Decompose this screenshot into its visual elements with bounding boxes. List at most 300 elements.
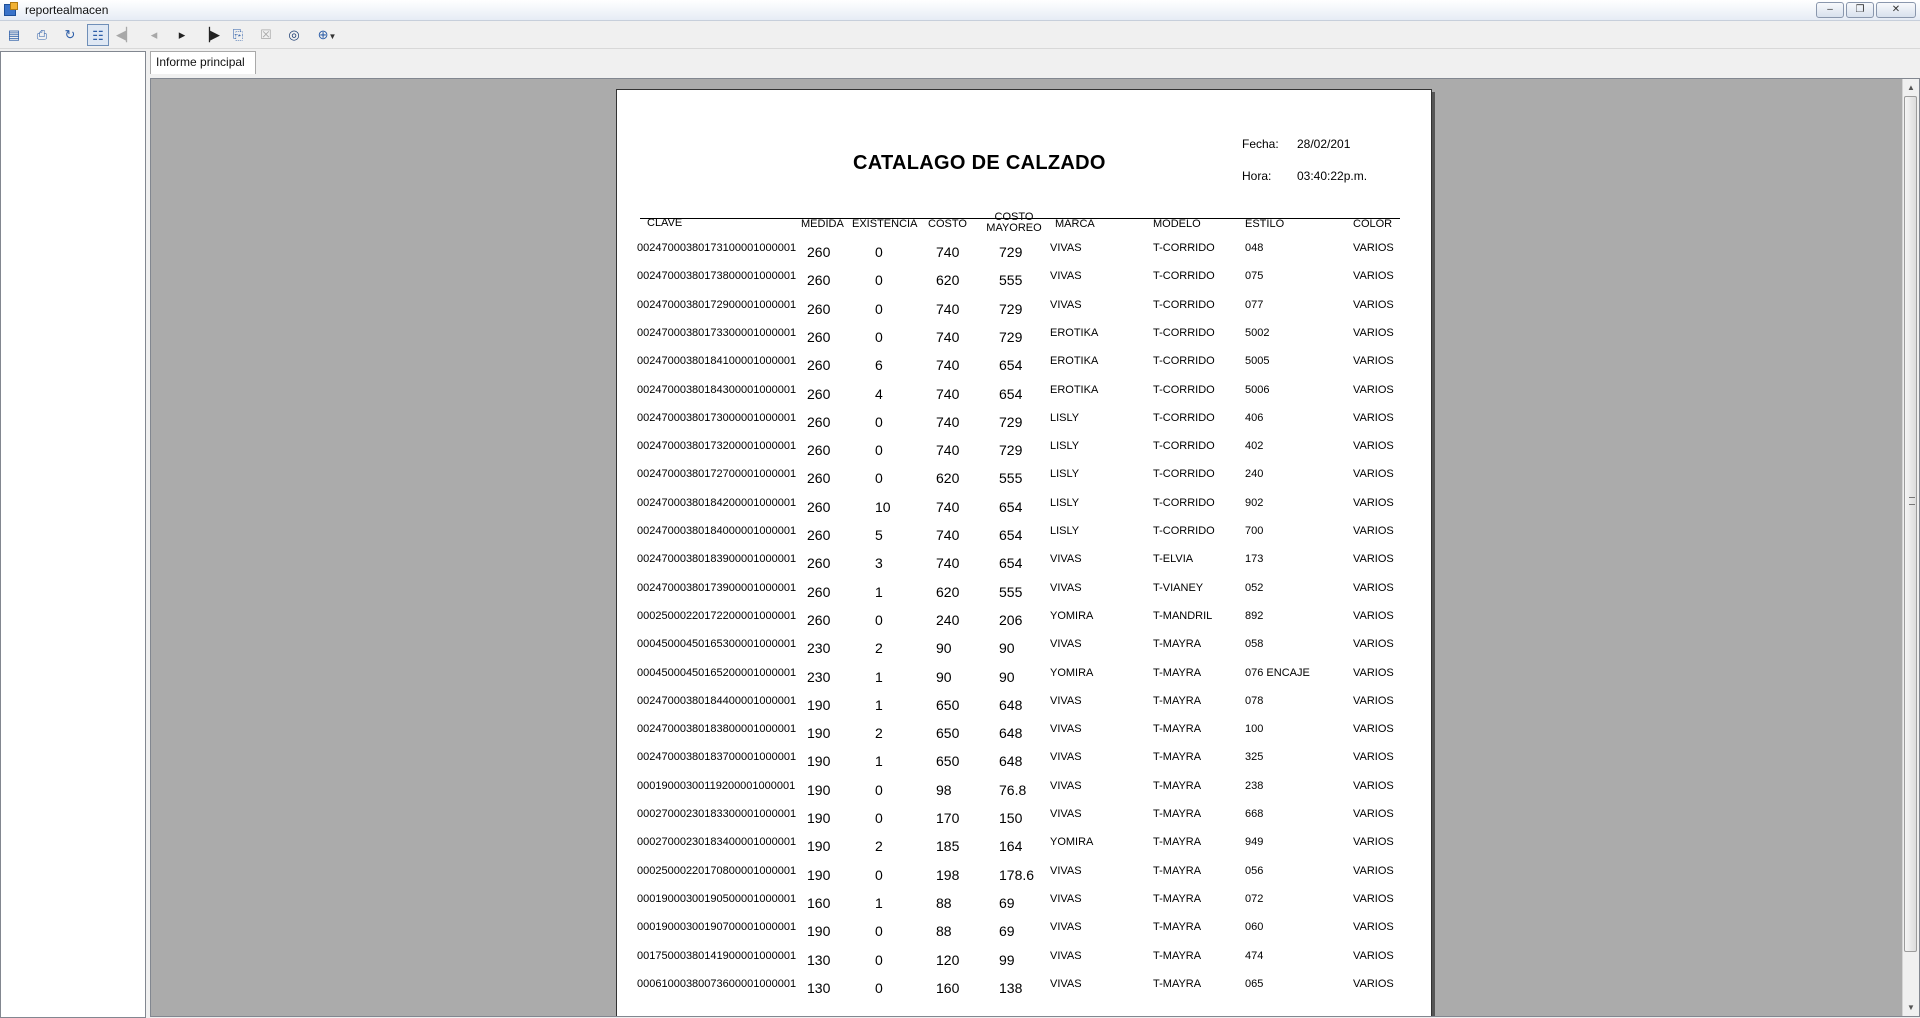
cell-clave: 00247000380184400001000001 xyxy=(637,694,797,707)
cell-clave: 00061000380073600001000001 xyxy=(637,977,797,990)
cell-marca: VIVAS xyxy=(1050,892,1082,905)
cell-estilo: 668 xyxy=(1245,808,1264,820)
cell-costo: 740 xyxy=(936,442,960,459)
report-page xyxy=(616,89,1432,1017)
title-bar xyxy=(0,0,1920,21)
cell-color: VARIOS xyxy=(1353,836,1394,849)
cell-costo-mayoreo: 555 xyxy=(999,272,1023,289)
cell-costo: 88 xyxy=(936,923,952,940)
cell-marca: YOMIRA xyxy=(1050,836,1094,849)
cell-marca: LISLY xyxy=(1050,468,1080,481)
cell-costo: 160 xyxy=(936,979,960,996)
cell-medida: 190 xyxy=(807,781,831,798)
cell-existencia: 1 xyxy=(875,894,883,911)
table-row xyxy=(617,834,1433,862)
table-row xyxy=(617,806,1433,834)
cell-modelo: T-MAYRA xyxy=(1153,723,1202,736)
cell-existencia: 0 xyxy=(875,951,883,968)
cell-color: VARIOS xyxy=(1353,553,1394,566)
cell-marca: LISLY xyxy=(1050,440,1080,453)
cell-existencia: 0 xyxy=(875,470,883,487)
table-row xyxy=(617,410,1433,438)
scrollbar-thumb[interactable] xyxy=(1904,96,1917,952)
table-row xyxy=(617,268,1433,296)
cell-costo-mayoreo: 90 xyxy=(999,668,1015,685)
cell-costo: 740 xyxy=(936,555,960,572)
cell-marca: VIVAS xyxy=(1050,864,1082,877)
table-row xyxy=(617,636,1433,664)
stop-icon[interactable]: ☒ xyxy=(260,27,272,42)
cell-costo-mayoreo: 99 xyxy=(999,951,1015,968)
document-map-panel[interactable] xyxy=(0,51,146,1018)
cell-color: VARIOS xyxy=(1353,355,1394,368)
cell-estilo: 949 xyxy=(1245,836,1264,849)
header-marca: MARCA xyxy=(1055,218,1095,230)
cell-costo-mayoreo: 654 xyxy=(999,555,1023,572)
cell-modelo: T-MAYRA xyxy=(1153,751,1202,764)
cell-clave: 00247000380173000001000001 xyxy=(637,411,797,424)
cell-medida: 130 xyxy=(807,979,831,996)
cell-color: VARIOS xyxy=(1353,581,1394,594)
cell-estilo: 5002 xyxy=(1245,326,1270,339)
cell-medida: 260 xyxy=(807,385,831,402)
cell-medida: 260 xyxy=(807,300,831,317)
print-icon[interactable]: ⎙ xyxy=(36,27,48,42)
window-controls xyxy=(1816,2,1916,18)
cell-clave: 00247000380183700001000001 xyxy=(637,751,797,764)
cell-estilo: 892 xyxy=(1245,609,1264,622)
cell-medida: 160 xyxy=(807,894,831,911)
cell-marca: VIVAS xyxy=(1050,808,1082,820)
cell-costo: 240 xyxy=(936,611,960,628)
cell-color: VARIOS xyxy=(1353,242,1394,254)
window-title: reportealmacen xyxy=(25,3,109,17)
cell-costo-mayoreo: 729 xyxy=(999,413,1023,430)
cell-modelo: T-MAYRA xyxy=(1153,808,1202,820)
cell-color: VARIOS xyxy=(1353,694,1394,707)
table-row xyxy=(617,495,1433,523)
cell-costo-mayoreo: 178.6 xyxy=(999,866,1035,883)
cell-clave: 00019000300119200001000001 xyxy=(637,779,796,792)
cell-costo-mayoreo: 206 xyxy=(999,611,1023,628)
cell-color: VARIOS xyxy=(1353,892,1394,905)
cell-existencia: 2 xyxy=(875,725,883,742)
cell-estilo: 402 xyxy=(1245,440,1264,453)
cell-color: VARIOS xyxy=(1353,496,1394,509)
cell-estilo: 056 xyxy=(1245,864,1264,877)
cell-costo-mayoreo: 729 xyxy=(999,300,1023,317)
cell-modelo: T-MANDRIL xyxy=(1153,609,1213,622)
cell-medida: 230 xyxy=(807,668,831,685)
cell-existencia: 2 xyxy=(875,640,883,657)
cell-clave: 00019000300190700001000001 xyxy=(637,921,797,934)
next-page-icon[interactable]: ▸ xyxy=(178,27,186,42)
cell-clave: 00025000220172200001000001 xyxy=(637,609,797,622)
cell-existencia: 0 xyxy=(875,810,883,826)
cell-costo: 90 xyxy=(936,668,952,685)
cell-medida: 130 xyxy=(807,951,831,968)
cell-clave: 00247000380172700001000001 xyxy=(637,468,797,481)
prev-page-icon[interactable]: ◂ xyxy=(150,27,158,42)
cell-clave: 00025000220170800001000001 xyxy=(637,864,797,877)
cell-medida: 260 xyxy=(807,498,831,515)
cell-costo: 198 xyxy=(936,866,960,883)
cell-existencia: 6 xyxy=(875,357,883,374)
cell-costo: 740 xyxy=(936,527,960,543)
cell-existencia: 3 xyxy=(875,555,883,572)
table-row xyxy=(617,353,1433,381)
table-row xyxy=(617,891,1433,919)
cell-existencia: 0 xyxy=(875,781,883,798)
cell-estilo: 700 xyxy=(1245,525,1264,537)
cell-estilo: 075 xyxy=(1245,270,1264,283)
cell-estilo: 902 xyxy=(1245,496,1264,509)
table-row xyxy=(617,580,1433,608)
table-row xyxy=(617,919,1433,947)
cell-estilo: 077 xyxy=(1245,298,1264,311)
cell-medida: 260 xyxy=(807,272,831,289)
cell-existencia: 0 xyxy=(875,866,883,883)
cell-costo-mayoreo: 90 xyxy=(999,640,1015,657)
cell-existencia: 1 xyxy=(875,753,883,770)
cell-modelo: T-CORRIDO xyxy=(1153,440,1215,453)
cell-estilo: 5006 xyxy=(1245,383,1270,396)
cell-modelo: T-MAYRA xyxy=(1153,666,1202,679)
report-title: CATALAGO DE CALZADO xyxy=(853,152,1106,174)
cell-clave: 00247000380184300001000001 xyxy=(637,383,797,396)
cell-costo-mayoreo: 729 xyxy=(999,442,1023,459)
refresh-icon[interactable]: ↻ xyxy=(64,27,76,42)
cell-clave: 00247000380184200001000001 xyxy=(637,496,797,509)
cell-costo: 740 xyxy=(936,300,960,317)
cell-costo: 650 xyxy=(936,753,960,770)
cell-estilo: 100 xyxy=(1245,723,1264,736)
table-row xyxy=(617,551,1433,579)
cell-marca: VIVAS xyxy=(1050,723,1082,736)
cell-existencia: 10 xyxy=(875,498,891,515)
cell-modelo: T-CORRIDO xyxy=(1153,298,1215,311)
chevron-down-icon: ▼ xyxy=(328,32,337,41)
cell-marca: EROTIKA xyxy=(1050,383,1099,396)
find-icon[interactable]: ◎ xyxy=(288,27,300,42)
cell-color: VARIOS xyxy=(1353,723,1394,736)
table-row xyxy=(617,665,1433,693)
cell-marca: VIVAS xyxy=(1050,638,1082,651)
cell-clave: 00247000380173200001000001 xyxy=(637,440,797,453)
cell-estilo: 240 xyxy=(1245,468,1264,481)
cell-existencia: 0 xyxy=(875,442,883,459)
cell-clave: 00247000380172900001000001 xyxy=(637,298,797,311)
cell-modelo: T-MAYRA xyxy=(1153,949,1202,962)
first-page-icon[interactable]: ◀▏ xyxy=(116,27,136,42)
cell-existencia: 0 xyxy=(875,413,883,430)
cell-marca: YOMIRA xyxy=(1050,666,1094,679)
doc-map-icon[interactable]: ▤ xyxy=(7,27,21,42)
cell-color: VARIOS xyxy=(1353,383,1394,396)
cell-color: VARIOS xyxy=(1353,638,1394,651)
cell-modelo: T-MAYRA xyxy=(1153,892,1202,905)
cell-modelo: T-MAYRA xyxy=(1153,694,1202,707)
cell-modelo: T-CORRIDO xyxy=(1153,496,1215,509)
cell-color: VARIOS xyxy=(1353,977,1394,990)
cell-costo-mayoreo: 648 xyxy=(999,725,1023,742)
header-costo-mayoreo xyxy=(984,212,1044,234)
header-existencia: EXISTENCIA xyxy=(852,218,918,230)
cell-modelo: T-MAYRA xyxy=(1153,638,1202,651)
cell-color: VARIOS xyxy=(1353,779,1394,792)
cell-costo: 170 xyxy=(936,810,960,826)
header-modelo: MODELO xyxy=(1153,218,1201,230)
cell-estilo: 072 xyxy=(1245,892,1264,905)
cell-costo: 90 xyxy=(936,640,952,657)
report-toolbar xyxy=(0,21,1920,49)
cell-costo: 740 xyxy=(936,357,960,374)
cell-marca: LISLY xyxy=(1050,496,1080,509)
cell-clave: 00019000300190500001000001 xyxy=(637,892,797,905)
cell-color: VARIOS xyxy=(1353,666,1394,679)
cell-estilo: 474 xyxy=(1245,949,1264,962)
cell-costo-mayoreo: 138 xyxy=(999,979,1023,996)
table-row xyxy=(617,693,1433,721)
cell-marca: VIVAS xyxy=(1050,298,1082,311)
cell-color: VARIOS xyxy=(1353,808,1394,820)
cell-costo: 650 xyxy=(936,725,960,742)
header-costo: COSTO xyxy=(928,218,967,230)
cell-modelo: T-CORRIDO xyxy=(1153,242,1215,254)
cell-existencia: 0 xyxy=(875,244,883,260)
app-icon xyxy=(4,4,16,16)
report-viewer[interactable] xyxy=(150,78,1920,1017)
cell-marca: VIVAS xyxy=(1050,242,1082,254)
cell-estilo: 173 xyxy=(1245,553,1264,566)
cell-costo-mayoreo: 555 xyxy=(999,470,1023,487)
cell-marca: VIVAS xyxy=(1050,581,1082,594)
table-row xyxy=(617,438,1433,466)
cell-medida: 260 xyxy=(807,442,831,459)
cell-marca: EROTIKA xyxy=(1050,355,1099,368)
cell-clave: 00045000450165200001000001 xyxy=(637,666,797,679)
vertical-scrollbar[interactable] xyxy=(1902,79,1919,1016)
cell-medida: 260 xyxy=(807,413,831,430)
cell-clave: 00247000380183900001000001 xyxy=(637,553,797,566)
cell-estilo: 325 xyxy=(1245,751,1264,764)
hora-value: 03:40:22p.m. xyxy=(1297,169,1368,183)
cell-costo-mayoreo: 654 xyxy=(999,385,1023,402)
cell-costo: 185 xyxy=(936,838,960,855)
tab-informe-principal[interactable]: Informe principal xyxy=(150,51,256,74)
cell-modelo: T-MAYRA xyxy=(1153,864,1202,877)
cell-estilo: 052 xyxy=(1245,581,1264,594)
cell-color: VARIOS xyxy=(1353,751,1394,764)
cell-marca: VIVAS xyxy=(1050,694,1082,707)
cell-marca: LISLY xyxy=(1050,525,1080,537)
header-estilo: ESTILO xyxy=(1245,218,1285,230)
cell-clave: 00045000450165300001000001 xyxy=(637,638,797,651)
cell-costo: 88 xyxy=(936,894,952,911)
cell-estilo: 406 xyxy=(1245,411,1264,424)
cell-modelo: T-CORRIDO xyxy=(1153,270,1215,283)
cell-medida: 190 xyxy=(807,923,831,940)
cell-estilo: 060 xyxy=(1245,921,1264,934)
cell-costo: 120 xyxy=(936,951,960,968)
header-color: COLOR xyxy=(1353,218,1393,230)
cell-costo-mayoreo: 654 xyxy=(999,527,1023,543)
cell-costo: 620 xyxy=(936,583,960,600)
table-row xyxy=(617,466,1433,494)
cell-estilo: 238 xyxy=(1245,779,1264,792)
cell-clave: 00247000380173900001000001 xyxy=(637,581,797,594)
table-row xyxy=(617,863,1433,891)
scroll-up-icon[interactable]: ▲ xyxy=(1907,83,1915,92)
cell-marca: VIVAS xyxy=(1050,977,1082,990)
cell-medida: 260 xyxy=(807,611,831,628)
cell-costo: 650 xyxy=(936,696,960,713)
cell-modelo: T-VIANEY xyxy=(1153,581,1204,594)
restore-button[interactable]: ❐ xyxy=(1846,2,1874,18)
cell-modelo: T-CORRIDO xyxy=(1153,525,1215,537)
cell-medida: 260 xyxy=(807,244,831,260)
cell-modelo: T-CORRIDO xyxy=(1153,326,1215,339)
cell-medida: 190 xyxy=(807,810,831,826)
cell-existencia: 1 xyxy=(875,668,883,685)
cell-estilo: 076 ENCAJE xyxy=(1245,666,1310,679)
cell-medida: 260 xyxy=(807,328,831,345)
cell-existencia: 0 xyxy=(875,979,883,996)
close-button[interactable]: ✕ xyxy=(1876,2,1916,18)
cell-marca: VIVAS xyxy=(1050,949,1082,962)
cell-marca: VIVAS xyxy=(1050,751,1082,764)
cell-modelo: T-MAYRA xyxy=(1153,977,1202,990)
cell-existencia: 4 xyxy=(875,385,883,402)
cell-estilo: 078 xyxy=(1245,694,1264,707)
cell-estilo: 065 xyxy=(1245,977,1264,990)
cell-medida: 260 xyxy=(807,357,831,374)
cell-existencia: 5 xyxy=(875,527,883,543)
cell-costo: 740 xyxy=(936,244,960,260)
minimize-button[interactable]: – xyxy=(1816,2,1844,18)
table-row xyxy=(617,749,1433,777)
cell-clave: 00247000380183800001000001 xyxy=(637,723,797,736)
cell-color: VARIOS xyxy=(1353,298,1394,311)
cell-clave: 00247000380184100001000001 xyxy=(637,355,797,368)
cell-medida: 260 xyxy=(807,555,831,572)
cell-costo-mayoreo: 648 xyxy=(999,696,1023,713)
cell-existencia: 1 xyxy=(875,583,883,600)
cell-costo: 620 xyxy=(936,272,960,289)
cell-modelo: T-CORRIDO xyxy=(1153,355,1215,368)
cell-marca: VIVAS xyxy=(1050,921,1082,934)
cell-medida: 260 xyxy=(807,527,831,543)
cell-clave: 00247000380173300001000001 xyxy=(637,326,797,339)
cell-color: VARIOS xyxy=(1353,921,1394,934)
cell-medida: 260 xyxy=(807,470,831,487)
cell-color: VARIOS xyxy=(1353,468,1394,481)
cell-costo-mayoreo: 648 xyxy=(999,753,1023,770)
cell-marca: VIVAS xyxy=(1050,553,1082,566)
tree-icon[interactable]: ☷ xyxy=(87,24,109,46)
grip-icon xyxy=(1909,497,1915,505)
cell-medida: 190 xyxy=(807,696,831,713)
cell-clave: 00247000380173100001000001 xyxy=(637,242,797,254)
zoom-icon[interactable]: ⊕▼ xyxy=(317,27,337,42)
cell-modelo: T-CORRIDO xyxy=(1153,383,1215,396)
cell-color: VARIOS xyxy=(1353,440,1394,453)
cell-clave: 00027000230183300001000001 xyxy=(637,808,797,820)
cell-existencia: 1 xyxy=(875,696,883,713)
cell-medida: 230 xyxy=(807,640,831,657)
header-costo-mayoreo-line1: COSTO xyxy=(994,211,1034,223)
cell-costo-mayoreo: 69 xyxy=(999,923,1015,940)
cell-existencia: 0 xyxy=(875,300,883,317)
fecha-value: 28/02/201 xyxy=(1297,137,1351,151)
cell-modelo: T-CORRIDO xyxy=(1153,411,1215,424)
cell-medida: 190 xyxy=(807,725,831,742)
cell-marca: YOMIRA xyxy=(1050,609,1094,622)
cell-estilo: 058 xyxy=(1245,638,1264,651)
table-row xyxy=(617,608,1433,636)
cell-color: VARIOS xyxy=(1353,864,1394,877)
cell-marca: EROTIKA xyxy=(1050,326,1099,339)
table-row xyxy=(617,240,1433,268)
cell-costo-mayoreo: 76.8 xyxy=(999,781,1027,798)
fecha-label: Fecha: xyxy=(1242,137,1279,151)
cell-costo: 740 xyxy=(936,413,960,430)
cell-modelo: T-MAYRA xyxy=(1153,779,1202,792)
cell-costo-mayoreo: 654 xyxy=(999,357,1023,374)
cell-medida: 190 xyxy=(807,866,831,883)
cell-clave: 00247000380184000001000001 xyxy=(637,525,797,537)
header-clave: CLAVE xyxy=(647,217,683,229)
cell-existencia: 0 xyxy=(875,328,883,345)
cell-existencia: 0 xyxy=(875,611,883,628)
header-costo-mayoreo-line2: MAYOREO xyxy=(986,222,1042,234)
last-page-icon[interactable]: ▕▶ xyxy=(200,27,220,42)
cell-existencia: 0 xyxy=(875,923,883,940)
cell-marca: VIVAS xyxy=(1050,779,1082,792)
export-icon[interactable]: ⎘ xyxy=(232,27,244,42)
cell-medida: 190 xyxy=(807,838,831,855)
cell-marca: VIVAS xyxy=(1050,270,1082,283)
table-row xyxy=(617,948,1433,976)
cell-costo: 740 xyxy=(936,328,960,345)
table-row xyxy=(617,325,1433,353)
cell-modelo: T-ELVIA xyxy=(1153,553,1194,566)
cell-color: VARIOS xyxy=(1353,270,1394,283)
cell-costo-mayoreo: 69 xyxy=(999,894,1015,911)
cell-costo-mayoreo: 555 xyxy=(999,583,1023,600)
cell-costo-mayoreo: 729 xyxy=(999,328,1023,345)
scroll-down-icon[interactable]: ▼ xyxy=(1907,1003,1915,1012)
cell-costo: 98 xyxy=(936,781,952,798)
cell-modelo: T-CORRIDO xyxy=(1153,468,1215,481)
cell-estilo: 048 xyxy=(1245,242,1264,254)
cell-medida: 190 xyxy=(807,753,831,770)
cell-costo: 740 xyxy=(936,385,960,402)
table-row xyxy=(617,297,1433,325)
cell-clave: 00247000380173800001000001 xyxy=(637,270,797,283)
cell-color: VARIOS xyxy=(1353,609,1394,622)
table-row xyxy=(617,778,1433,806)
header-medida: MEDIDA xyxy=(801,218,844,230)
table-row xyxy=(617,976,1433,1004)
cell-costo-mayoreo: 654 xyxy=(999,498,1023,515)
table-row xyxy=(617,523,1433,551)
cell-costo: 620 xyxy=(936,470,960,487)
cell-estilo: 5005 xyxy=(1245,355,1270,368)
hora-label: Hora: xyxy=(1242,169,1272,183)
table-row xyxy=(617,382,1433,410)
cell-costo: 740 xyxy=(936,498,960,515)
